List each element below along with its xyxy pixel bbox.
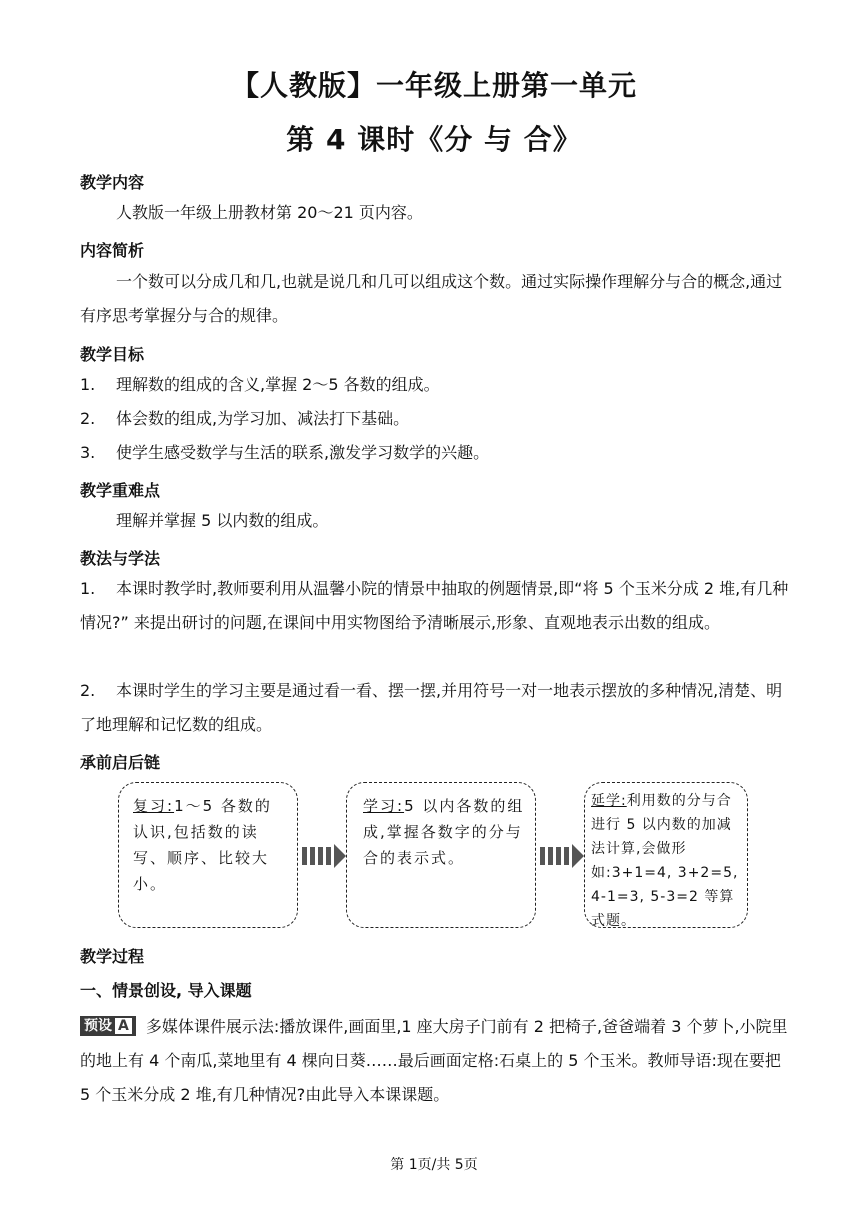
section-heading-analysis: 内容简析: [80, 241, 145, 260]
key-text: 理解并掌握 5 以内数的组成。: [116, 511, 329, 530]
method-number: 2.: [80, 681, 96, 700]
analysis-text: 一个数可以分成几和几,也就是说几和几可以组成这个数。通过实际操作理解分与合的概念,通过有序思考掌握分与合的规律。: [80, 272, 783, 325]
chain-box-text: 学习:5 以内各数的组成,掌握各数字的分与合的表示式。: [363, 797, 525, 867]
goal-number: 2.: [80, 409, 96, 428]
goal-text: 理解数的组成的含义,掌握 2～5 各数的组成。: [116, 375, 440, 394]
goal-item: [80, 402, 790, 436]
goal-number: 3.: [80, 443, 96, 462]
section-heading-chain: 承前启后链: [80, 753, 161, 772]
document-title: 【人教版】一年级上册第一单元: [230, 69, 637, 102]
preset-letter: A: [115, 1018, 132, 1034]
content-text: 人教版一年级上册教材第 20～21 页内容。: [116, 203, 423, 222]
section-heading-content: 教学内容: [80, 173, 145, 192]
chain-arrow-icon: [302, 844, 346, 868]
chain-label: 学习:: [363, 797, 405, 815]
lesson-title: 第 4 课时《分 与 合》: [286, 123, 582, 156]
goal-text: 使学生感受数学与生活的联系,激发学习数学的兴趣。: [116, 443, 490, 462]
chain-box-extend: [584, 782, 748, 928]
chain-box-text: 复习:1～5 各数的认识,包括数的读写、顺序、比较大小。: [133, 797, 272, 893]
preset-paragraph: [80, 1010, 790, 1112]
section-heading-process: 教学过程: [80, 947, 145, 966]
goal-item: [80, 368, 790, 402]
method-number: 1.: [80, 579, 96, 598]
section-heading-key: 教学重难点: [80, 481, 161, 500]
preset-text: 多媒体课件展示法:播放课件,画面里,1 座大房子门前有 2 把椅子,爸爸端着 3 个萝卜,小院里的地上有 4 个南瓜,菜地里有 4 棵向日葵……最后画面定格:石桌上的 5 个玉米。教师导语:现在要把 5 个玉米分成 2 堆,有几种情况?由此导入本课课题。: [80, 1017, 788, 1104]
chain-box-text: 延学:利用数的分与合进行 5 以内数的加减法计算,会做形如:3+1=4, 3+2=5, 4-1=3, 5-3=2 等算式题。: [591, 793, 739, 929]
process-subheading: 一、情景创设, 导入课题: [80, 981, 252, 1000]
chain-box-review: [118, 782, 298, 928]
method-text: 本课时教学时,教师要利用从温馨小院的情景中抽取的例题情景,即“将 5 个玉米分成 2 堆,有几种情况?” 来提出研讨的问题,在课间中用实物图给予清晰展示,形象、直观地表示出数的组成。: [80, 579, 789, 632]
method-item: [80, 674, 790, 742]
method-text: 本课时学生的学习主要是通过看一看、摆一摆,并用符号一对一地表示摆放的多种情况,清楚、明了地理解和记忆数的组成。: [80, 681, 783, 734]
goal-text: 体会数的组成,为学习加、减法打下基础。: [116, 409, 410, 428]
goal-item: [80, 436, 790, 470]
page-footer: 第 1页/共 5页: [390, 1157, 478, 1173]
chain-arrow-icon: [540, 844, 584, 868]
goal-number: 1.: [80, 375, 96, 394]
preset-badge: 预设 A: [80, 1016, 136, 1036]
chain-label: 复习:: [133, 797, 175, 815]
method-item: [80, 572, 790, 640]
chain-label: 延学:: [591, 793, 627, 809]
section-heading-methods: 教法与学法: [80, 549, 161, 568]
section-heading-goals: 教学目标: [80, 345, 145, 364]
chain-box-learn: [346, 782, 536, 928]
